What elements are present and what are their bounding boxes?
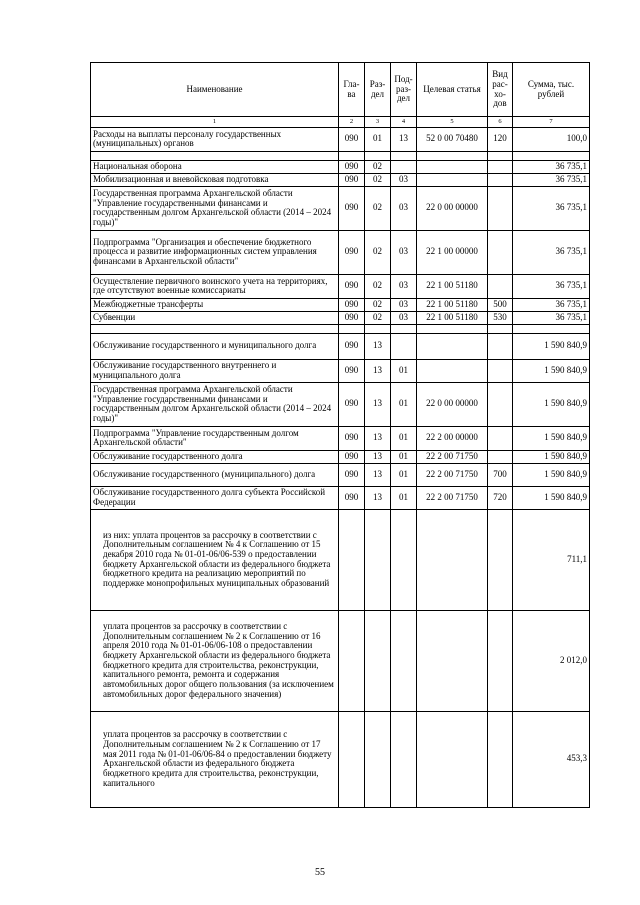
row-podrazdel: 03 <box>391 311 417 324</box>
row-target: 22 0 00 00000 <box>417 186 488 230</box>
table-row <box>91 509 590 610</box>
table-row <box>91 486 590 509</box>
row-name: Осуществление первичного воинского учета на территориях, где отсутствуют военные комиссариаты <box>91 274 339 298</box>
table-row <box>91 333 590 359</box>
table-row <box>91 298 590 311</box>
row-podrazdel <box>391 610 417 711</box>
row-sum: 1 590 840,9 <box>513 450 590 463</box>
header-podrazdel: Под-раз-дел <box>391 63 417 117</box>
row-vid <box>488 160 513 173</box>
row-glava: 090 <box>339 333 365 359</box>
row-sum: 453,3 <box>513 711 590 807</box>
spacer-cell <box>488 324 513 333</box>
row-target <box>417 610 488 711</box>
row-target: 22 1 00 51180 <box>417 274 488 298</box>
row-sum: 2 012,0 <box>513 610 590 711</box>
row-target: 22 1 00 51180 <box>417 311 488 324</box>
spacer-cell <box>391 151 417 160</box>
row-vid <box>488 450 513 463</box>
row-target <box>417 711 488 807</box>
row-podrazdel: 01 <box>391 486 417 509</box>
row-glava: 090 <box>339 311 365 324</box>
row-glava <box>339 509 365 610</box>
column-number: 2 <box>339 117 365 128</box>
row-glava: 090 <box>339 486 365 509</box>
row-glava: 090 <box>339 230 365 274</box>
spacer-cell <box>417 324 488 333</box>
row-glava: 090 <box>339 127 365 151</box>
row-target <box>417 359 488 382</box>
table-row <box>91 311 590 324</box>
column-number: 6 <box>488 117 513 128</box>
spacer-cell <box>513 324 590 333</box>
row-glava: 090 <box>339 463 365 486</box>
row-glava: 090 <box>339 186 365 230</box>
row-target: 22 1 00 51180 <box>417 298 488 311</box>
row-podrazdel <box>391 333 417 359</box>
header-vid: Вид рас-хо-дов <box>488 63 513 117</box>
row-vid <box>488 173 513 186</box>
row-sum: 1 590 840,9 <box>513 426 590 450</box>
row-razdel: 02 <box>365 311 391 324</box>
row-razdel <box>365 509 391 610</box>
row-vid <box>488 382 513 426</box>
table-body <box>91 127 590 807</box>
header-glava: Гла-ва <box>339 63 365 117</box>
row-vid <box>488 359 513 382</box>
row-name: Межбюджетные трансферты <box>91 298 339 311</box>
row-name: из них: уплата процентов за рассрочку в соответствии с Дополнительным соглашением № 4 к Соглашению от 15 декабря 2010 года № 01-01-06/06-539 о предоставлении бюджету Архангельской области из федерального бюджета бюджетного кредита на реализацию мероприятий по поддержке монопрофильных муниципальных образований <box>91 509 339 610</box>
row-sum: 36 735,1 <box>513 298 590 311</box>
table-row <box>91 186 590 230</box>
row-vid <box>488 333 513 359</box>
header-razdel: Раз-дел <box>365 63 391 117</box>
header-row <box>91 63 590 117</box>
column-number: 7 <box>513 117 590 128</box>
row-name: Государственная программа Архангельской области "Управление государственными финансами и государственным долгом Архангельской области (2014 – 2024 годы)" <box>91 382 339 426</box>
row-razdel: 02 <box>365 186 391 230</box>
row-razdel: 13 <box>365 486 391 509</box>
spacer-row <box>91 324 590 333</box>
row-razdel: 02 <box>365 274 391 298</box>
row-glava: 090 <box>339 450 365 463</box>
row-name: Обслуживание государственного долга субъекта Российской Федерации <box>91 486 339 509</box>
row-vid <box>488 610 513 711</box>
row-name: Обслуживание государственного и муниципального долга <box>91 333 339 359</box>
row-podrazdel: 01 <box>391 359 417 382</box>
spacer-cell <box>339 151 365 160</box>
row-razdel: 13 <box>365 426 391 450</box>
row-vid <box>488 711 513 807</box>
row-glava: 090 <box>339 274 365 298</box>
spacer-cell <box>365 324 391 333</box>
row-sum: 36 735,1 <box>513 230 590 274</box>
spacer-cell <box>339 324 365 333</box>
spacer-cell <box>488 151 513 160</box>
row-glava: 090 <box>339 382 365 426</box>
row-name: уплата процентов за рассрочку в соответствии с Дополнительным соглашением № 2 к Соглашению от 16 апреля 2010 года № 01-01-06/06-108 о предоставлении бюджету Архангельской области из федерального бюджета бюджетного кредита для строительства, реконструкции, капитального ремонта, ремонта и содержания автомобильных дорог общего пользования (за исключением автомобильных дорог федерального значения) <box>91 610 339 711</box>
row-vid: 120 <box>488 127 513 151</box>
row-name: Обслуживание государственного (муниципального) долга <box>91 463 339 486</box>
row-sum: 1 590 840,9 <box>513 359 590 382</box>
row-vid: 500 <box>488 298 513 311</box>
row-podrazdel: 01 <box>391 426 417 450</box>
table-row <box>91 382 590 426</box>
spacer-cell <box>513 151 590 160</box>
row-name: Обслуживание государственного долга <box>91 450 339 463</box>
header-name: Наименование <box>91 63 339 117</box>
budget-table <box>90 62 590 808</box>
row-target: 22 2 00 71750 <box>417 486 488 509</box>
row-target <box>417 333 488 359</box>
row-sum: 1 590 840,9 <box>513 382 590 426</box>
row-target: 22 2 00 71750 <box>417 450 488 463</box>
spacer-cell <box>417 151 488 160</box>
row-target: 22 1 00 00000 <box>417 230 488 274</box>
row-razdel: 02 <box>365 173 391 186</box>
row-vid: 720 <box>488 486 513 509</box>
row-glava: 090 <box>339 426 365 450</box>
row-glava: 090 <box>339 298 365 311</box>
column-number: 5 <box>417 117 488 128</box>
row-glava <box>339 610 365 711</box>
column-number: 3 <box>365 117 391 128</box>
row-razdel: 02 <box>365 160 391 173</box>
row-vid <box>488 274 513 298</box>
row-razdel: 13 <box>365 382 391 426</box>
row-target: 52 0 00 70480 <box>417 127 488 151</box>
row-target <box>417 160 488 173</box>
row-glava: 090 <box>339 173 365 186</box>
row-vid <box>488 230 513 274</box>
row-razdel <box>365 711 391 807</box>
row-sum: 36 735,1 <box>513 160 590 173</box>
row-name: Государственная программа Архангельской области "Управление государственными финансами и государственным долгом Архангельской области (2014 – 2024 годы)" <box>91 186 339 230</box>
row-target: 22 2 00 00000 <box>417 426 488 450</box>
row-podrazdel: 03 <box>391 173 417 186</box>
row-name: Мобилизационная и вневойсковая подготовка <box>91 173 339 186</box>
row-razdel <box>365 610 391 711</box>
row-sum: 1 590 840,9 <box>513 486 590 509</box>
row-sum: 1 590 840,9 <box>513 333 590 359</box>
row-razdel: 13 <box>365 450 391 463</box>
spacer-cell <box>91 151 339 160</box>
row-sum: 36 735,1 <box>513 311 590 324</box>
row-podrazdel <box>391 711 417 807</box>
row-target: 22 0 00 00000 <box>417 382 488 426</box>
row-sum: 100,0 <box>513 127 590 151</box>
row-vid <box>488 426 513 450</box>
row-glava: 090 <box>339 359 365 382</box>
column-number-row <box>91 117 590 128</box>
row-sum: 711,1 <box>513 509 590 610</box>
table-row <box>91 463 590 486</box>
row-podrazdel: 03 <box>391 186 417 230</box>
row-razdel: 02 <box>365 230 391 274</box>
row-glava <box>339 711 365 807</box>
row-name: Субвенции <box>91 311 339 324</box>
row-podrazdel: 13 <box>391 127 417 151</box>
row-sum: 36 735,1 <box>513 186 590 230</box>
header-sum: Сумма, тыс. рублей <box>513 63 590 117</box>
row-target: 22 2 00 71750 <box>417 463 488 486</box>
row-vid: 700 <box>488 463 513 486</box>
spacer-cell <box>365 151 391 160</box>
row-sum: 36 735,1 <box>513 274 590 298</box>
column-number: 4 <box>391 117 417 128</box>
row-podrazdel: 03 <box>391 298 417 311</box>
table-row <box>91 160 590 173</box>
table-row <box>91 173 590 186</box>
row-razdel: 13 <box>365 359 391 382</box>
row-target <box>417 173 488 186</box>
row-name: Расходы на выплаты персоналу государственных (муниципальных) органов <box>91 127 339 151</box>
table-row <box>91 359 590 382</box>
row-sum: 36 735,1 <box>513 173 590 186</box>
spacer-cell <box>391 324 417 333</box>
row-razdel: 13 <box>365 463 391 486</box>
row-podrazdel <box>391 160 417 173</box>
row-name: уплата процентов за рассрочку в соответствии с Дополнительным соглашением № 2 к Соглашению от 17 мая 2011 года № 01-01-06/06-84 о предоставлении бюджету Архангельской области из федерального бюджета бюджетного кредита для строительства, реконструкции, капитального <box>91 711 339 807</box>
row-podrazdel: 03 <box>391 230 417 274</box>
row-name: Подпрограмма "Управление государственным долгом Архангельской области" <box>91 426 339 450</box>
row-razdel: 02 <box>365 298 391 311</box>
row-sum: 1 590 840,9 <box>513 463 590 486</box>
table-row <box>91 426 590 450</box>
row-vid <box>488 186 513 230</box>
row-podrazdel: 01 <box>391 382 417 426</box>
row-razdel: 01 <box>365 127 391 151</box>
page-number: 55 <box>315 867 325 878</box>
table-row <box>91 610 590 711</box>
table-row <box>91 711 590 807</box>
spacer-row <box>91 151 590 160</box>
table-row <box>91 230 590 274</box>
row-razdel: 13 <box>365 333 391 359</box>
table-row <box>91 450 590 463</box>
table-row <box>91 127 590 151</box>
column-number: 1 <box>91 117 339 128</box>
spacer-cell <box>91 324 339 333</box>
row-glava: 090 <box>339 160 365 173</box>
row-name: Подпрограмма "Организация и обеспечение бюджетного процесса и развитие информационных систем управления финансами в Архангельской области" <box>91 230 339 274</box>
row-name: Обслуживание государственного внутреннего и муниципального долга <box>91 359 339 382</box>
row-target <box>417 509 488 610</box>
row-podrazdel: 03 <box>391 274 417 298</box>
row-name: Национальная оборона <box>91 160 339 173</box>
row-vid <box>488 509 513 610</box>
row-podrazdel: 01 <box>391 450 417 463</box>
table-row <box>91 274 590 298</box>
row-vid: 530 <box>488 311 513 324</box>
row-podrazdel: 01 <box>391 463 417 486</box>
row-podrazdel <box>391 509 417 610</box>
header-target: Целевая статья <box>417 63 488 117</box>
